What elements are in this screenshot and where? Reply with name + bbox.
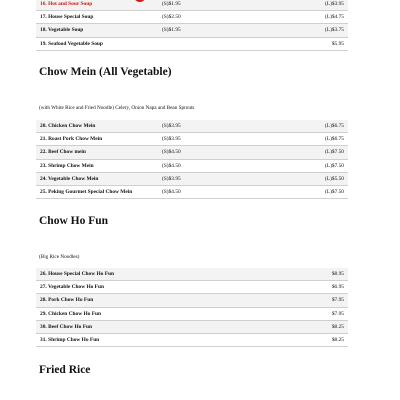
item-number: 20. (40, 123, 47, 130)
large-price: (L)$3.75 (324, 27, 344, 34)
item-name: Beef Chow Ho Fun (48, 323, 92, 330)
item-price: $8.25 (331, 337, 344, 344)
item-price: $7.95 (331, 297, 344, 304)
table-row (36, 186, 348, 199)
table-row (36, 173, 348, 186)
large-price: (L)$7.50 (324, 149, 344, 156)
large-price: (L)$6.75 (324, 123, 344, 130)
table-row (36, 268, 348, 281)
table-row (36, 160, 348, 173)
table-row (36, 11, 348, 24)
item-price: $6.95 (331, 284, 344, 291)
section-title-fried-rice: Fried Rice (39, 364, 91, 376)
item-name: Shrimp Chow Mein (48, 162, 94, 169)
large-price: (L)$7.50 (324, 189, 344, 196)
table-row (36, 146, 348, 159)
section-note-chow-ho-fun: (Big Rice Noodles) (39, 254, 80, 260)
item-number: 31. (40, 337, 47, 344)
large-price: $5.95 (331, 40, 344, 47)
large-price: (L)$5.50 (324, 175, 344, 182)
item-number: 27. (40, 284, 47, 291)
section-title-chow-mein: Chow Mein (All Vegetable) (39, 66, 172, 78)
chow-mein-table (36, 120, 348, 199)
table-row (36, 321, 348, 334)
large-price: (L)$4.75 (324, 14, 344, 21)
small-price: (S)$1.95 (162, 1, 181, 8)
section-title-chow-ho-fun: Chow Ho Fun (39, 215, 109, 227)
item-price: $8.95 (331, 271, 344, 278)
item-name: Seafood Vegetable Soup (48, 40, 103, 47)
small-price: (S)$4.50 (162, 149, 181, 156)
item-name: Shrimp Chow Ho Fun (48, 337, 100, 344)
small-price: (S)$3.95 (162, 123, 181, 130)
large-price: (L)$7.50 (324, 162, 344, 169)
small-price: (S)$3.95 (162, 175, 181, 182)
item-number: 17. (40, 14, 47, 21)
item-name: Vegetable Soup (48, 27, 84, 34)
table-row (36, 24, 348, 37)
item-price: $7.95 (331, 310, 344, 317)
item-name: Pork Chow Ho Fun (48, 297, 94, 304)
table-row (36, 120, 348, 133)
item-number: 19. (40, 40, 47, 47)
section-note-chow-mein: (with White Rice and Fried Noodle) Celery, Onion Napa and Bean Sprouts (39, 105, 195, 111)
small-price: (S)$3.95 (162, 136, 181, 143)
item-name: Roast Pork Chow Mein (48, 136, 103, 143)
large-price: (L)$3.95 (324, 1, 344, 8)
small-price: (S)$4.50 (162, 162, 181, 169)
item-name: Chicken Chow Ho Fun (48, 310, 101, 317)
large-price: (L)$6.75 (324, 136, 344, 143)
item-number: 21. (40, 136, 47, 143)
small-price: (S)$4.50 (162, 189, 181, 196)
item-name: Vegetable Chow Mein (48, 175, 99, 182)
item-name: House Special Chow Ho Fun (48, 271, 115, 278)
table-row (36, 308, 348, 321)
item-name: Chicken Chow Mein (48, 123, 96, 130)
chow-ho-fun-table (36, 268, 348, 347)
table-row (36, 133, 348, 146)
table-row (36, 334, 348, 347)
table-row (36, 281, 348, 294)
item-number: 23. (40, 162, 47, 169)
item-name: Vegetable Chow Ho Fun (48, 284, 104, 291)
soup-table (36, 0, 348, 51)
item-number: 29. (40, 310, 47, 317)
table-row (36, 38, 348, 51)
item-name: House Special Soup (48, 14, 94, 21)
item-number: 22. (40, 149, 47, 156)
table-row (36, 294, 348, 307)
item-number: 24. (40, 175, 47, 182)
item-name: Hot and Sour Soup (48, 1, 93, 8)
item-number: 26. (40, 271, 47, 278)
item-number: 25. (40, 189, 47, 196)
item-price: $8.25 (331, 323, 344, 330)
small-price: (S)$2.50 (162, 14, 181, 21)
item-name: Peking Gourmet Special Chow Mein (48, 189, 133, 196)
item-number: 30. (40, 323, 47, 330)
item-number: 28. (40, 297, 47, 304)
item-number: 18. (40, 27, 47, 34)
item-name: Beef Chow mein (48, 149, 86, 156)
small-price: (S)$1.95 (162, 27, 181, 34)
table-row (36, 0, 348, 11)
item-number: 16. (40, 1, 47, 8)
